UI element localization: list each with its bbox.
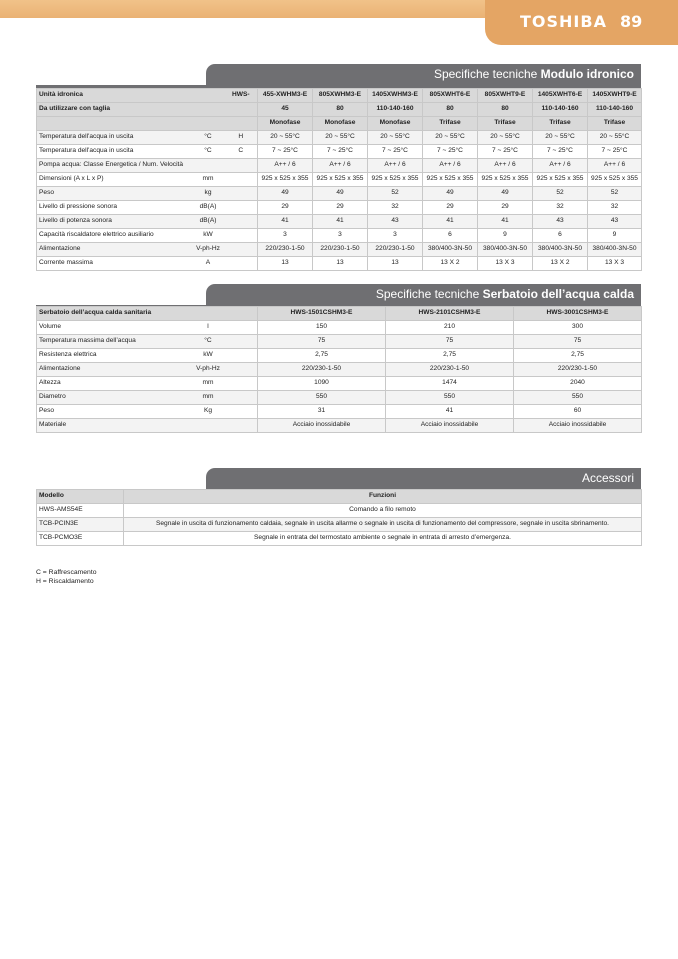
hydro-spec-table	[36, 88, 642, 271]
row-mode	[225, 229, 258, 243]
table-cell: 7 ~ 25°C	[423, 145, 478, 159]
row-mode	[225, 215, 258, 229]
table-cell: 20 ~ 55°C	[588, 131, 642, 145]
section-header-tank	[206, 284, 641, 305]
row-label: Temperatura massima dell’acqua	[37, 335, 192, 349]
accessory-function: Comando a filo remoto	[124, 504, 642, 518]
table-cell: 380/400-3N-50	[588, 243, 642, 257]
pair-size: 45	[258, 103, 313, 117]
row-mode	[225, 243, 258, 257]
accessories-table	[36, 489, 642, 546]
row-label: Resistenza elettrica	[37, 349, 192, 363]
accessory-function: Segnale in entrata del termostato ambiente o segnale in entrata di arresto d’emergenza.	[124, 532, 642, 546]
accessory-function: Segnale in uscita di funzionamento caldaia, segnale in uscita allarme o segnale in uscita di funzionamento del compressore, segnale in uscita sbrinamento.	[124, 518, 642, 532]
row-unit: kW	[192, 349, 225, 363]
row-label: Diametro	[37, 391, 192, 405]
table-cell: 43	[368, 215, 423, 229]
section-title-light: Specifiche tecniche	[433, 67, 541, 81]
section-header-accessories	[206, 468, 641, 489]
table-cell: 150	[258, 321, 386, 335]
table-cell: 300	[514, 321, 642, 335]
pair-size: 80	[423, 103, 478, 117]
table-cell: 220/230-1-50	[313, 243, 368, 257]
table-cell: 6	[533, 229, 588, 243]
table-cell: A++ / 6	[368, 159, 423, 173]
row-unit: °C	[192, 131, 225, 145]
table-cell: 41	[478, 215, 533, 229]
table-cell: A++ / 6	[423, 159, 478, 173]
row-unit: mm	[192, 377, 225, 391]
table-cell: 220/230-1-50	[258, 243, 313, 257]
table-cell: 6	[423, 229, 478, 243]
table-cell: A++ / 6	[588, 159, 642, 173]
row-unit: °C	[192, 145, 225, 159]
row-unit: dB(A)	[192, 201, 225, 215]
row-unit: l	[192, 321, 225, 335]
row-label: Pompa acqua: Classe Energetica / Num. Velocità	[37, 159, 192, 173]
row-label: Temperatura dell'acqua in uscita	[37, 131, 192, 145]
table-cell: 75	[386, 335, 514, 349]
table-cell: 13 X 2	[423, 257, 478, 271]
model-prefix: HWS-	[225, 89, 258, 103]
section-title-bold: Modulo idronico	[540, 67, 634, 81]
row-label: Altezza	[37, 377, 192, 391]
col-functions: Funzioni	[124, 490, 642, 504]
table-cell: 220/230-1-50	[386, 363, 514, 377]
row-mode	[225, 201, 258, 215]
row-unit: dB(A)	[192, 215, 225, 229]
row-label: Temperatura dell'acqua in uscita	[37, 145, 192, 159]
table-cell: 49	[478, 187, 533, 201]
table-row	[37, 321, 642, 335]
table-cell: 49	[313, 187, 368, 201]
table-cell: 49	[258, 187, 313, 201]
section-title-bold: Serbatoio dell’acqua calda	[482, 287, 634, 301]
row-mode	[225, 257, 258, 271]
table-row	[37, 131, 642, 145]
table-cell: 29	[478, 201, 533, 215]
table-cell: 52	[588, 187, 642, 201]
accessory-model: TCB-PCIN3E	[37, 518, 124, 532]
table-cell: 32	[533, 201, 588, 215]
table-cell: 13	[368, 257, 423, 271]
table-cell: 550	[258, 391, 386, 405]
table-cell: 41	[258, 215, 313, 229]
unit-label: Unità idronica	[37, 89, 192, 103]
phase-type: Trifase	[588, 117, 642, 131]
table-row	[37, 391, 642, 405]
table-cell: A++ / 6	[313, 159, 368, 173]
pair-size: 80	[313, 103, 368, 117]
pair-size: 110-140-160	[368, 103, 423, 117]
legend-item: H = Riscaldamento	[36, 578, 94, 585]
row-label: Alimentazione	[37, 243, 192, 257]
table-cell: 3	[258, 229, 313, 243]
table-cell: 925 x 525 x 355	[258, 173, 313, 187]
tank-spec-table	[36, 306, 642, 433]
tank-model-header: HWS-2101CSHM3-E	[386, 307, 514, 321]
table-cell: A++ / 6	[533, 159, 588, 173]
accessories-header-row	[37, 490, 642, 504]
pair-size: 80	[478, 103, 533, 117]
row-mode	[225, 159, 258, 173]
table-cell: 7 ~ 25°C	[313, 145, 368, 159]
table-row	[37, 159, 642, 173]
model-header: 1405XWHT9-E	[588, 89, 642, 103]
table-cell: 29	[423, 201, 478, 215]
table-cell: 32	[368, 201, 423, 215]
accessory-model: TCB-PCMO3E	[37, 532, 124, 546]
accessory-model: HWS-AMS54E	[37, 504, 124, 518]
table-row	[37, 377, 642, 391]
table-cell: 49	[423, 187, 478, 201]
table-cell: 41	[313, 215, 368, 229]
pair-size: 110-140-160	[533, 103, 588, 117]
table-cell: 925 x 525 x 355	[588, 173, 642, 187]
phase-type: Trifase	[423, 117, 478, 131]
row-label: Livello di potenza sonora	[37, 215, 192, 229]
col-model: Modello	[37, 490, 124, 504]
row-label: Dimensioni (A x L x P)	[37, 173, 192, 187]
brand-logo: TOSHIBA	[520, 12, 607, 31]
row-mode	[225, 187, 258, 201]
table-cell: 29	[258, 201, 313, 215]
table-cell: 1090	[258, 377, 386, 391]
legend-item: C = Raffrescamento	[36, 569, 97, 576]
table-row	[37, 518, 642, 532]
row-unit: V-ph-Hz	[192, 243, 225, 257]
table-row	[37, 243, 642, 257]
table-cell: 43	[533, 215, 588, 229]
table-row	[37, 173, 642, 187]
table-cell: 32	[588, 201, 642, 215]
table-cell: 380/400-3N-50	[423, 243, 478, 257]
table-cell: 2040	[514, 377, 642, 391]
row-mode	[225, 173, 258, 187]
table-cell: 75	[514, 335, 642, 349]
hydro-phase-row	[37, 117, 642, 131]
table-row	[37, 349, 642, 363]
phase-type: Trifase	[478, 117, 533, 131]
table-cell: 925 x 525 x 355	[533, 173, 588, 187]
table-cell: 220/230-1-50	[368, 243, 423, 257]
row-label: Volume	[37, 321, 192, 335]
tank-model-header: HWS-3001CSHM3-E	[514, 307, 642, 321]
row-label: Peso	[37, 187, 192, 201]
tank-model-header: HWS-1501CSHM3-E	[258, 307, 386, 321]
table-cell: 7 ~ 25°C	[478, 145, 533, 159]
table-cell: 31	[258, 405, 386, 419]
table-cell: 20 ~ 55°C	[313, 131, 368, 145]
model-header: 805XWHT9-E	[478, 89, 533, 103]
table-row	[37, 229, 642, 243]
table-cell: 925 x 525 x 355	[478, 173, 533, 187]
table-row	[37, 504, 642, 518]
section-title-light: Specifiche tecniche	[375, 287, 483, 301]
table-cell: 43	[588, 215, 642, 229]
pair-label: Da utilizzare con taglia	[37, 103, 192, 117]
table-cell: 3	[368, 229, 423, 243]
table-cell: 20 ~ 55°C	[368, 131, 423, 145]
table-cell: 13 X 2	[533, 257, 588, 271]
table-row	[37, 419, 642, 433]
table-cell: 925 x 525 x 355	[423, 173, 478, 187]
table-row	[37, 532, 642, 546]
tank-model-row	[37, 307, 642, 321]
table-cell: 925 x 525 x 355	[313, 173, 368, 187]
hydro-pair-row	[37, 103, 642, 117]
row-label: Materiale	[37, 419, 192, 433]
table-cell: 380/400-3N-50	[478, 243, 533, 257]
model-header: 805XWHM3-E	[313, 89, 368, 103]
table-cell: 20 ~ 55°C	[423, 131, 478, 145]
row-unit: mm	[192, 173, 225, 187]
row-unit: kW	[192, 229, 225, 243]
row-unit: kg	[192, 187, 225, 201]
table-cell: 220/230-1-50	[514, 363, 642, 377]
table-cell: 75	[258, 335, 386, 349]
table-row	[37, 363, 642, 377]
row-label: Corrente massima	[37, 257, 192, 271]
row-mode: C	[225, 145, 258, 159]
table-cell: 13	[313, 257, 368, 271]
row-unit: V-ph-Hz	[192, 363, 225, 377]
row-unit	[192, 159, 225, 173]
table-cell: 20 ~ 55°C	[258, 131, 313, 145]
table-row	[37, 335, 642, 349]
row-unit: Kg	[192, 405, 225, 419]
phase-type: Trifase	[533, 117, 588, 131]
table-row	[37, 187, 642, 201]
table-cell: 2,75	[386, 349, 514, 363]
phase-type: Monofase	[368, 117, 423, 131]
row-label: Capacità riscaldatore elettrico ausiliario	[37, 229, 192, 243]
row-unit: A	[192, 257, 225, 271]
table-cell: 9	[588, 229, 642, 243]
table-cell: Acciaio inossidabile	[258, 419, 386, 433]
table-cell: 41	[423, 215, 478, 229]
model-header: 805XWHT6-E	[423, 89, 478, 103]
table-cell: 2,75	[258, 349, 386, 363]
row-unit: °C	[192, 335, 225, 349]
table-row	[37, 405, 642, 419]
table-cell: 7 ~ 25°C	[368, 145, 423, 159]
row-label: Peso	[37, 405, 192, 419]
table-cell: 52	[368, 187, 423, 201]
row-unit	[192, 419, 225, 433]
section-header-hydro-module	[206, 64, 641, 85]
table-cell: 29	[313, 201, 368, 215]
table-cell: Acciaio inossidabile	[514, 419, 642, 433]
row-label: Livello di pressione sonora	[37, 201, 192, 215]
table-cell: 550	[514, 391, 642, 405]
table-cell: 210	[386, 321, 514, 335]
table-row	[37, 257, 642, 271]
legend	[36, 568, 97, 586]
page-number: 89	[620, 12, 643, 31]
table-cell: 13	[258, 257, 313, 271]
table-cell: 7 ~ 25°C	[588, 145, 642, 159]
table-cell: 220/230-1-50	[258, 363, 386, 377]
table-cell: 52	[533, 187, 588, 201]
model-header: 455-XWHM3-E	[258, 89, 313, 103]
row-label: Alimentazione	[37, 363, 192, 377]
table-cell: 1474	[386, 377, 514, 391]
table-cell: 380/400-3N-50	[533, 243, 588, 257]
table-cell: 3	[313, 229, 368, 243]
row-mode: H	[225, 131, 258, 145]
table-cell: 550	[386, 391, 514, 405]
pair-size: 110-140-160	[588, 103, 642, 117]
table-row	[37, 201, 642, 215]
row-unit: mm	[192, 391, 225, 405]
table-cell: 925 x 525 x 355	[368, 173, 423, 187]
tank-header-label: Serbatoio dell’acqua calda sanitaria	[37, 307, 192, 321]
table-cell: 9	[478, 229, 533, 243]
table-row	[37, 145, 642, 159]
hydro-model-row	[37, 89, 642, 103]
phase-type: Monofase	[258, 117, 313, 131]
phase-type: Monofase	[313, 117, 368, 131]
model-header: 1405XWHT6-E	[533, 89, 588, 103]
table-cell: A++ / 6	[478, 159, 533, 173]
table-cell: Acciaio inossidabile	[386, 419, 514, 433]
table-cell: 7 ~ 25°C	[533, 145, 588, 159]
table-row	[37, 215, 642, 229]
table-cell: 2,75	[514, 349, 642, 363]
table-cell: 13 X 3	[478, 257, 533, 271]
model-header: 1405XWHM3-E	[368, 89, 423, 103]
table-cell: 41	[386, 405, 514, 419]
table-cell: 60	[514, 405, 642, 419]
section-title: Accessori	[581, 471, 634, 485]
table-cell: 20 ~ 55°C	[478, 131, 533, 145]
table-cell: 13 X 3	[588, 257, 642, 271]
table-cell: A++ / 6	[258, 159, 313, 173]
table-cell: 20 ~ 55°C	[533, 131, 588, 145]
table-cell: 7 ~ 25°C	[258, 145, 313, 159]
